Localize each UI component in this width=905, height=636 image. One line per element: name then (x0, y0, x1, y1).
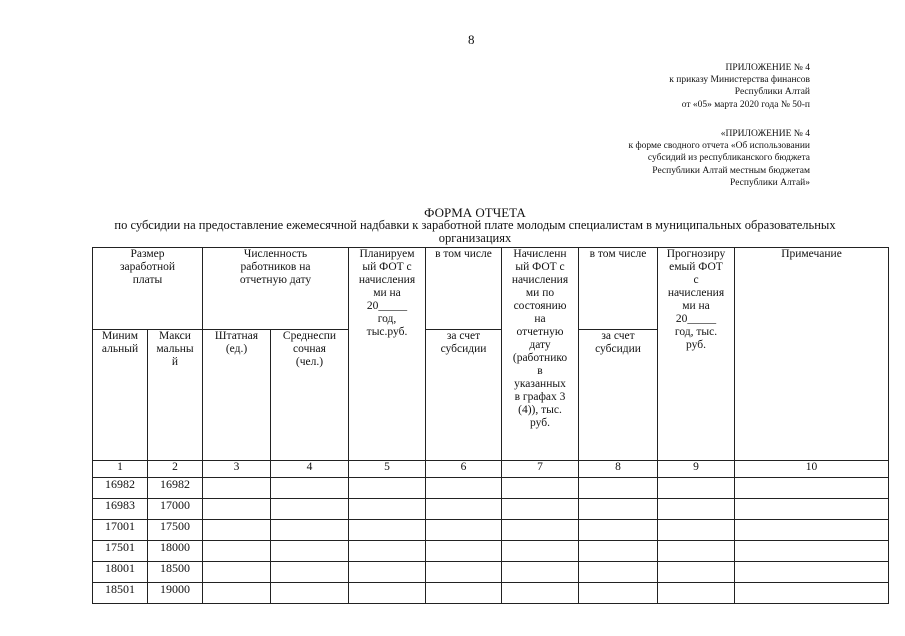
empty-cell (203, 583, 271, 604)
table-row (93, 499, 889, 520)
empty-cell (658, 583, 735, 604)
empty-cell (203, 562, 271, 583)
header-including-2: в том числе (579, 248, 658, 330)
appendix-form-line: «ПРИЛОЖЕНИЕ № 4 (720, 129, 810, 139)
report-table (92, 247, 889, 604)
header-salary-size: Размер заработной платы (93, 248, 203, 330)
empty-cell (349, 478, 426, 499)
empty-cell (502, 499, 579, 520)
empty-cell (271, 541, 349, 562)
table-row (93, 562, 889, 583)
empty-cell (735, 478, 889, 499)
empty-cell (735, 583, 889, 604)
empty-cell (658, 541, 735, 562)
empty-cell (271, 520, 349, 541)
max-salary-cell: 18500 (148, 562, 203, 583)
empty-cell (658, 478, 735, 499)
header-forecast-fot: Прогнозиру емый ФОТ с начисления ми на 20_____ год, тыс. руб. (658, 248, 735, 461)
max-salary-cell: 18000 (148, 541, 203, 562)
empty-cell (349, 541, 426, 562)
empty-cell (349, 562, 426, 583)
empty-cell (271, 499, 349, 520)
min-salary-cell: 18001 (93, 562, 148, 583)
column-number: 9 (658, 461, 735, 478)
empty-cell (271, 562, 349, 583)
appendix-form-line: к форме сводного отчета «Об использовании (628, 141, 810, 152)
header-subsidy-2: за счет субсидии (579, 330, 658, 461)
column-number: 6 (426, 461, 502, 478)
appendix-line: ПРИЛОЖЕНИЕ № 4 (725, 63, 810, 73)
empty-cell (426, 520, 502, 541)
empty-cell (579, 541, 658, 562)
empty-cell (502, 562, 579, 583)
form-title: ФОРМА ОТЧЕТА (424, 205, 526, 220)
empty-cell (658, 562, 735, 583)
appendix-form-line: субсидий из республиканского бюджета (647, 153, 810, 164)
header-accrued-fot: Начисленн ый ФОТ с начисления ми по состоянию на отчетную дату (работнико в указанных в графах 3 (4)), тыс. руб. (502, 248, 579, 461)
empty-cell (658, 499, 735, 520)
empty-cell (203, 478, 271, 499)
empty-cell (658, 520, 735, 541)
header-planned-fot: Планируем ый ФОТ с начисления ми на 20_____ год, тыс.руб. (349, 248, 426, 461)
max-salary-cell: 19000 (148, 583, 203, 604)
empty-cell (735, 499, 889, 520)
empty-cell (349, 583, 426, 604)
empty-cell (349, 499, 426, 520)
empty-cell (579, 478, 658, 499)
table-row (93, 541, 889, 562)
empty-cell (735, 520, 889, 541)
appendix-form-header (629, 128, 810, 189)
column-number: 4 (271, 461, 349, 478)
min-salary-cell: 16982 (93, 478, 148, 499)
min-salary-cell: 17001 (93, 520, 148, 541)
empty-cell (502, 541, 579, 562)
empty-cell (426, 499, 502, 520)
empty-cell (271, 583, 349, 604)
empty-cell (203, 541, 271, 562)
empty-cell (502, 520, 579, 541)
empty-cell (579, 562, 658, 583)
max-salary-cell: 16982 (148, 478, 203, 499)
empty-cell (579, 583, 658, 604)
page-number: 8 (468, 32, 475, 47)
column-number-row (93, 461, 889, 478)
table-row (93, 583, 889, 604)
appendix-form-line: Республики Алтай» (730, 177, 810, 188)
min-salary-cell: 17501 (93, 541, 148, 562)
empty-cell (203, 499, 271, 520)
appendix-form-line: Республики Алтай местным бюджетам (652, 165, 810, 176)
header-maximum: Макси мальны й (148, 330, 203, 461)
empty-cell (735, 541, 889, 562)
min-salary-cell: 18501 (93, 583, 148, 604)
column-number: 7 (502, 461, 579, 478)
column-number: 1 (93, 461, 148, 478)
header-average: Среднеспи сочная (чел.) (271, 330, 349, 461)
empty-cell (426, 478, 502, 499)
table-row (93, 520, 889, 541)
empty-cell (426, 583, 502, 604)
column-number: 10 (735, 461, 889, 478)
appendix-line: от «05» марта 2020 года № 50-п (681, 99, 810, 110)
max-salary-cell: 17000 (148, 499, 203, 520)
appendix-line: Республики Алтай (734, 87, 810, 98)
empty-cell (426, 541, 502, 562)
max-salary-cell: 17500 (148, 520, 203, 541)
empty-cell (502, 583, 579, 604)
header-staff: Штатная (ед.) (203, 330, 271, 461)
header-subsidy-1: за счет субсидии (426, 330, 502, 461)
min-salary-cell: 16983 (93, 499, 148, 520)
empty-cell (349, 520, 426, 541)
empty-cell (502, 478, 579, 499)
appendix-header (669, 62, 810, 111)
empty-cell (579, 520, 658, 541)
empty-cell (203, 520, 271, 541)
header-including-1: в том числе (426, 248, 502, 330)
header-headcount: Численность работников на отчетную дату (203, 248, 349, 330)
empty-cell (426, 562, 502, 583)
table-row (93, 478, 889, 499)
empty-cell (735, 562, 889, 583)
form-subtitle: по субсидии на предоставление ежемесячной надбавки к заработной плате молодым специалистам в муниципальных образовательных организациях (114, 218, 836, 245)
column-number: 8 (579, 461, 658, 478)
empty-cell (579, 499, 658, 520)
column-number: 3 (203, 461, 271, 478)
appendix-line: к приказу Министерства финансов (669, 75, 810, 86)
column-number: 5 (349, 461, 426, 478)
header-minimum: Миним альный (93, 330, 148, 461)
header-row-top (93, 248, 889, 330)
header-note: Примечание (735, 248, 889, 461)
empty-cell (271, 478, 349, 499)
column-number: 2 (148, 461, 203, 478)
